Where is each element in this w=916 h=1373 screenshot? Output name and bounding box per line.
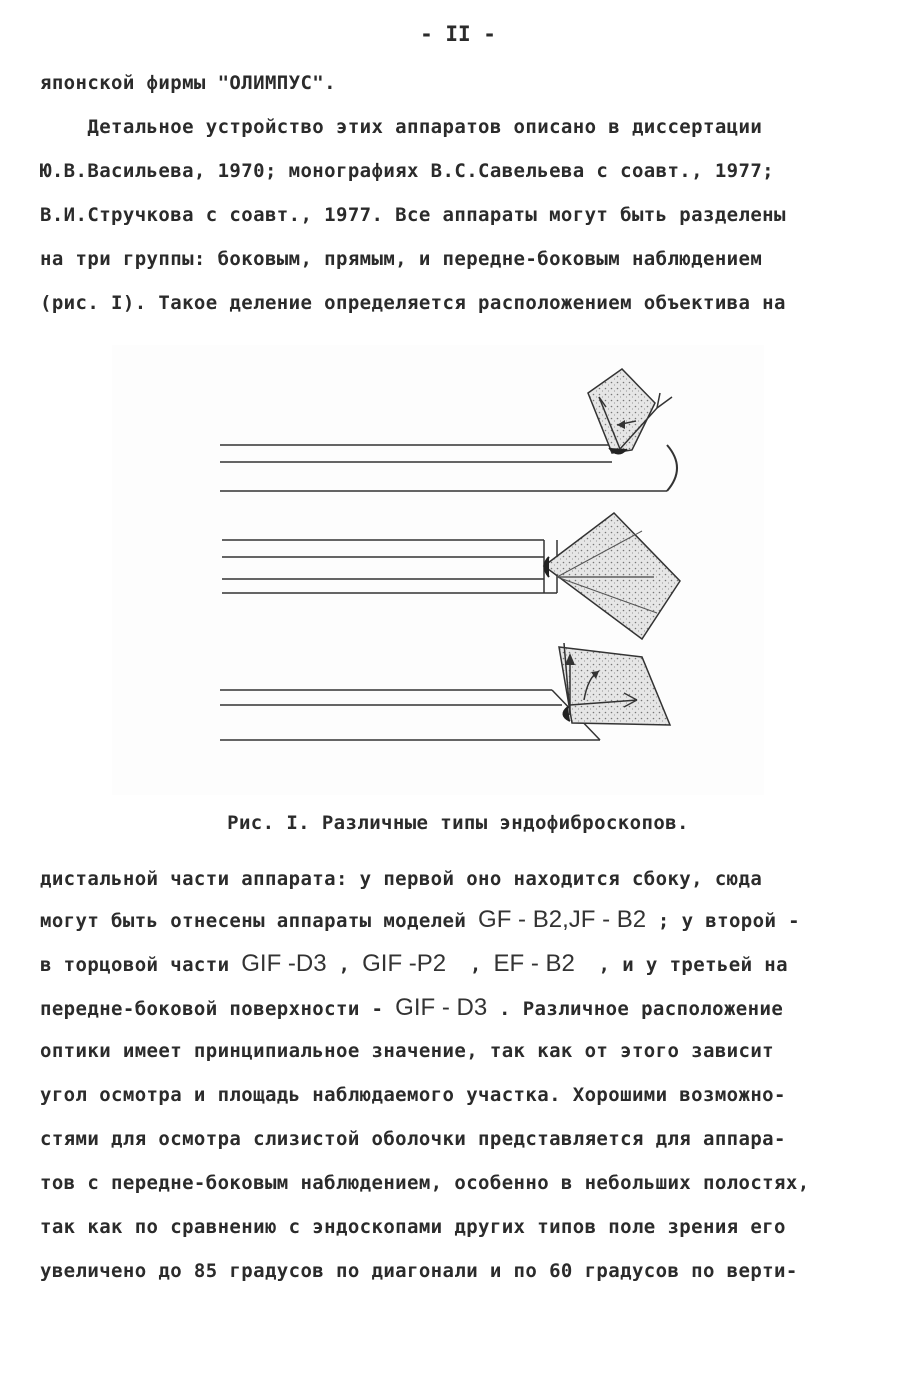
side-viewing-endoscope bbox=[220, 369, 677, 491]
text-fragment: передне-боковой поверхности - bbox=[40, 998, 396, 1020]
separator: , bbox=[562, 906, 569, 933]
text-line: увеличено до 85 градусов по диагонали и по 60 градусов по верти- bbox=[40, 1260, 798, 1282]
text-line: тов с передне-боковым наблюдением, особенно в небольших полостях, bbox=[40, 1172, 810, 1194]
text-line: стями для осмотра слизистой оболочки представляется для аппара- bbox=[40, 1128, 786, 1150]
text-line: угол осмотра и площадь наблюдаемого участка. Хорошими возможно- bbox=[40, 1084, 786, 1106]
model-label: GIF - D3 bbox=[395, 994, 488, 1021]
text-line-with-models bbox=[40, 994, 783, 1022]
model-label: GIF -D3 bbox=[241, 950, 327, 977]
text-line: оптики имеет принципиальное значение, так как от этого зависит bbox=[40, 1040, 775, 1062]
oblique-viewing-endoscope bbox=[220, 643, 670, 740]
text-line-with-models bbox=[40, 906, 800, 934]
text-fragment: . Различное расположение bbox=[487, 998, 784, 1020]
model-label: GIF -P2 bbox=[362, 950, 447, 977]
figure-caption: Рис. I. Различные типы эндофиброскопов. bbox=[227, 812, 689, 834]
separator: , bbox=[446, 954, 494, 976]
text-line: В.И.Стручкова с соавт., 1977. Все аппараты могут быть разделены bbox=[40, 204, 786, 226]
text-line: японской фирмы "ОЛИМПУС". bbox=[40, 72, 336, 94]
text-line: на три группы: боковым, прямым, и передне-боковым наблюдением bbox=[40, 248, 763, 270]
text-line-with-models bbox=[40, 950, 788, 978]
text-line: Ю.В.Васильева, 1970; монографиях В.С.Савельева с соавт., 1977; bbox=[40, 160, 775, 182]
text-fragment: ; у второй - bbox=[646, 910, 800, 932]
page-number: - II - bbox=[420, 22, 496, 46]
text-line: (рис. I). Такое деление определяется расположением объектива на bbox=[40, 292, 786, 314]
forward-viewing-endoscope bbox=[222, 513, 680, 639]
text-line: так как по сравнению с эндоскопами других типов поле зрения его bbox=[40, 1216, 786, 1238]
text-line: Детальное устройство этих аппаратов описано в диссертации bbox=[40, 116, 763, 138]
model-label: JF - B2 bbox=[568, 906, 647, 933]
text-fragment: в торцовой части bbox=[40, 954, 242, 976]
endoscope-diagram bbox=[112, 345, 764, 795]
text-fragment: , и у третьей на bbox=[574, 954, 788, 976]
text-line: дистальной части аппарата: у первой оно находится сбоку, сюда bbox=[40, 868, 763, 890]
endoscope-types-figure bbox=[112, 345, 764, 795]
model-label: GF - B2 bbox=[478, 906, 563, 933]
model-label: EF - B2 bbox=[493, 950, 575, 977]
separator: , bbox=[326, 954, 363, 976]
text-fragment: могут быть отнесены аппараты моделей bbox=[40, 910, 479, 932]
